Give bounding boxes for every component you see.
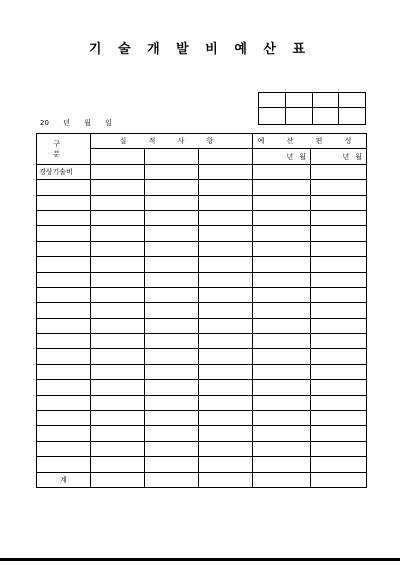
- budget-col2-date: 년 월: [311, 149, 367, 164]
- day-label: 일: [105, 119, 112, 127]
- table-row: [37, 395, 367, 410]
- table-row: [37, 272, 367, 287]
- table-row: [37, 318, 367, 333]
- table-row: [37, 411, 367, 426]
- table-row: [37, 426, 367, 441]
- table-row: [37, 457, 367, 472]
- table-row: [37, 180, 367, 195]
- row-label-first: 경상기술비: [37, 164, 91, 179]
- table-row: [37, 364, 367, 379]
- date-line: [40, 118, 124, 128]
- actual-header: 실 적 사 항: [91, 134, 253, 149]
- table-row: [37, 472, 367, 487]
- row-label-total: 계: [37, 472, 91, 487]
- document-title: 기 술 개 발 비 예 산 표: [88, 42, 312, 57]
- table-row: [37, 303, 367, 318]
- month-label: 월: [84, 119, 91, 127]
- table-row: [37, 334, 367, 349]
- budget-table: [36, 133, 367, 488]
- table-row: [37, 380, 367, 395]
- table-row: [37, 195, 367, 210]
- table-row: [37, 210, 367, 225]
- year-prefix: 20: [40, 119, 49, 127]
- year-label: 년: [63, 119, 70, 127]
- table-row: [37, 226, 367, 241]
- table-row: [37, 287, 367, 302]
- budget-header: 예 산 편 성: [253, 134, 367, 149]
- table-row: [37, 257, 367, 272]
- bottom-rule: [0, 558, 400, 561]
- table-row: [37, 349, 367, 364]
- table-row: [37, 441, 367, 456]
- table-row: [37, 241, 367, 256]
- budget-col1-date: 년 월: [253, 149, 311, 164]
- approval-box: [258, 92, 366, 125]
- table-row: [37, 164, 367, 179]
- gubun-header: 구 분: [37, 134, 91, 165]
